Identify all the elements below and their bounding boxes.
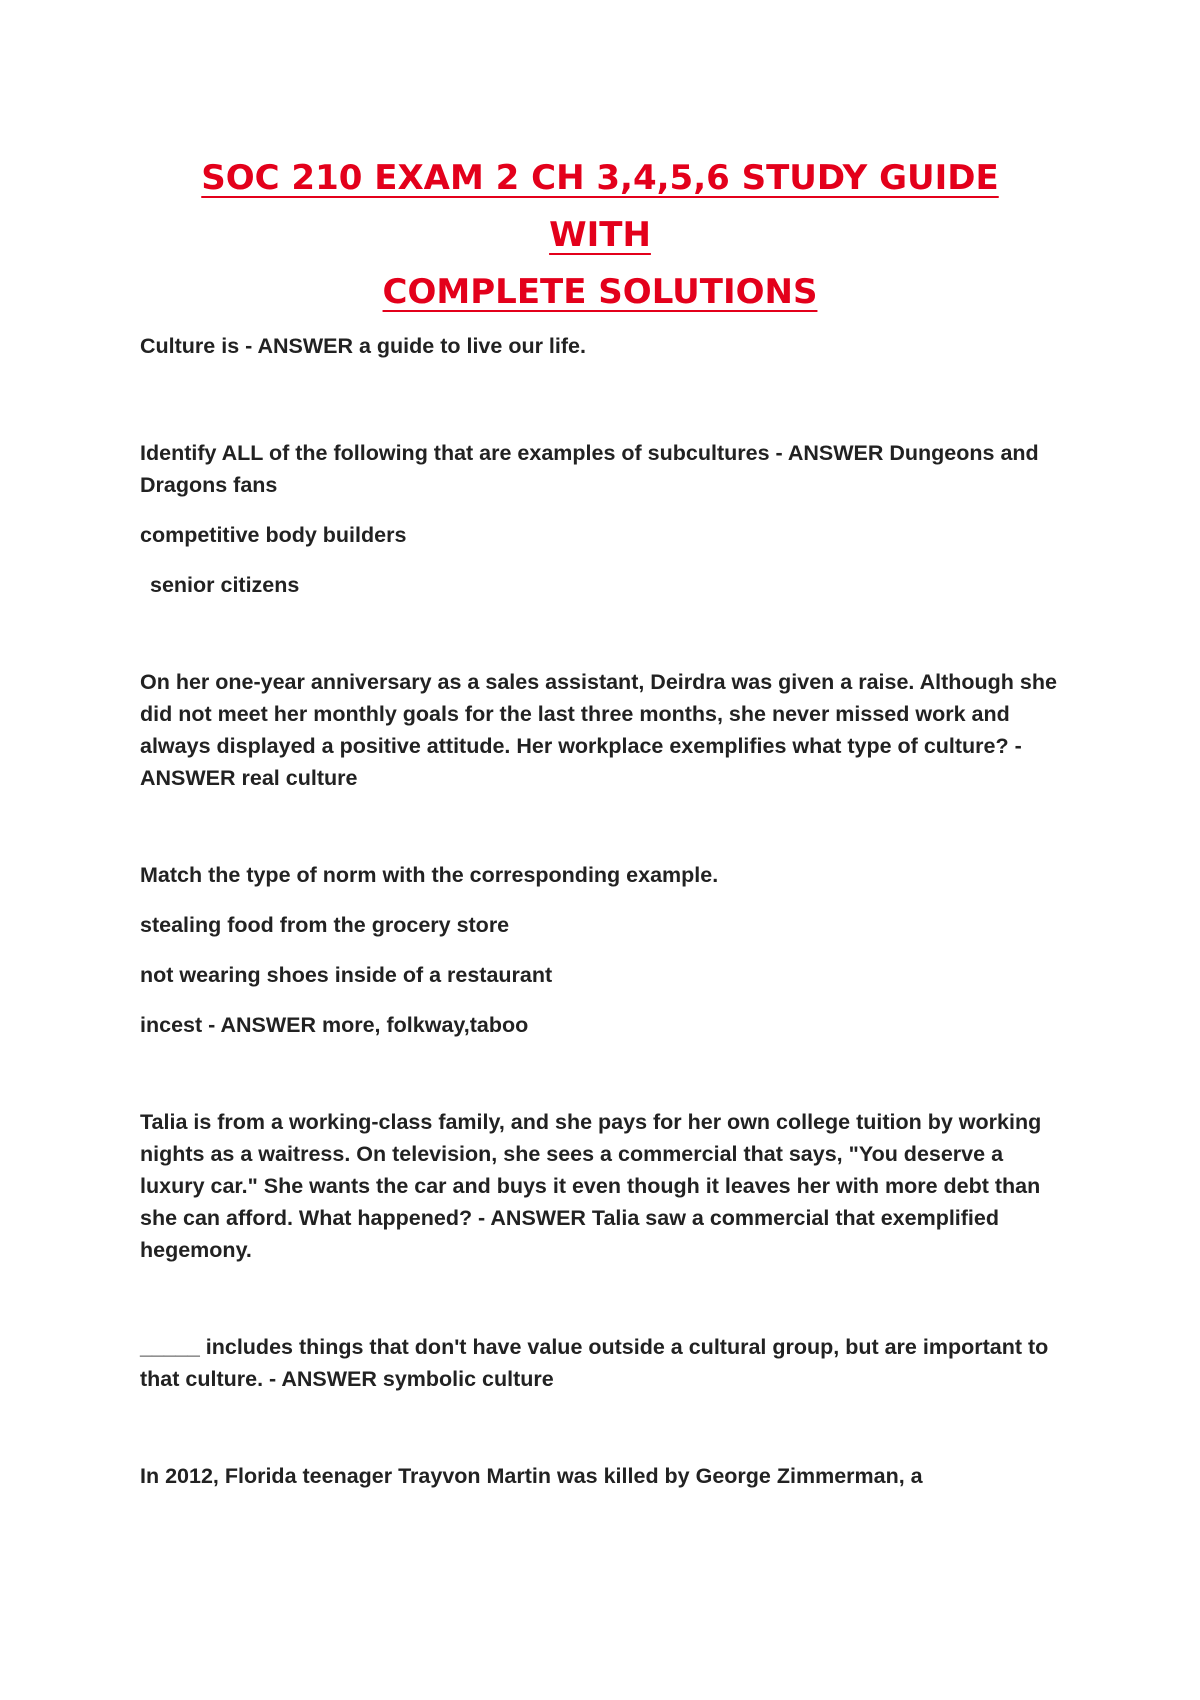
qa-hegemony: Talia is from a working-class family, and she pays for her own college tuition by working nights as a waitress. On television, she sees a commercial that says, "You deserve a luxury car." She wants the car and buys it even though it leaves her with more debt than she can afford. What happened? - ANSWER Talia saw a commercial that exemplified hegemony. [140,1110,1042,1262]
document-body [140,330,1060,1492]
subculture-item-bodybuilders: competitive body builders [140,523,407,547]
document-title [150,150,1050,321]
title-line-2: COMPLETE SOLUTIONS [382,272,818,312]
subculture-item-seniors: senior citizens [150,573,300,597]
qa-trayvon-martin: In 2012, Florida teenager Trayvon Martin was killed by George Zimmerman, a [140,1464,923,1488]
qa-norms-question: Match the type of norm with the corresponding example. [140,863,719,887]
qa-symbolic-culture: _____ includes things that don't have value outside a cultural group, but are important to that culture. - ANSWER symbolic culture [140,1335,1049,1391]
norm-example-incest: incest - ANSWER more, folkway,taboo [140,1013,529,1037]
qa-culture: Culture is - ANSWER a guide to live our life. [140,334,586,358]
norm-example-shoes: not wearing shoes inside of a restaurant [140,963,553,987]
qa-real-culture: On her one-year anniversary as a sales assistant, Deirdra was given a raise. Although she did not meet her monthly goals for the last three months, she never missed work and always displayed a positive attitude. Her workplace exemplifies what type of culture? - ANSWER real culture [140,670,1057,790]
qa-subcultures: Identify ALL of the following that are examples of subcultures - ANSWER Dungeons and Dragons fans [140,441,1039,497]
title-line-1: SOC 210 EXAM 2 CH 3,4,5,6 STUDY GUIDE WITH [201,158,999,255]
norm-example-stealing: stealing food from the grocery store [140,913,510,937]
